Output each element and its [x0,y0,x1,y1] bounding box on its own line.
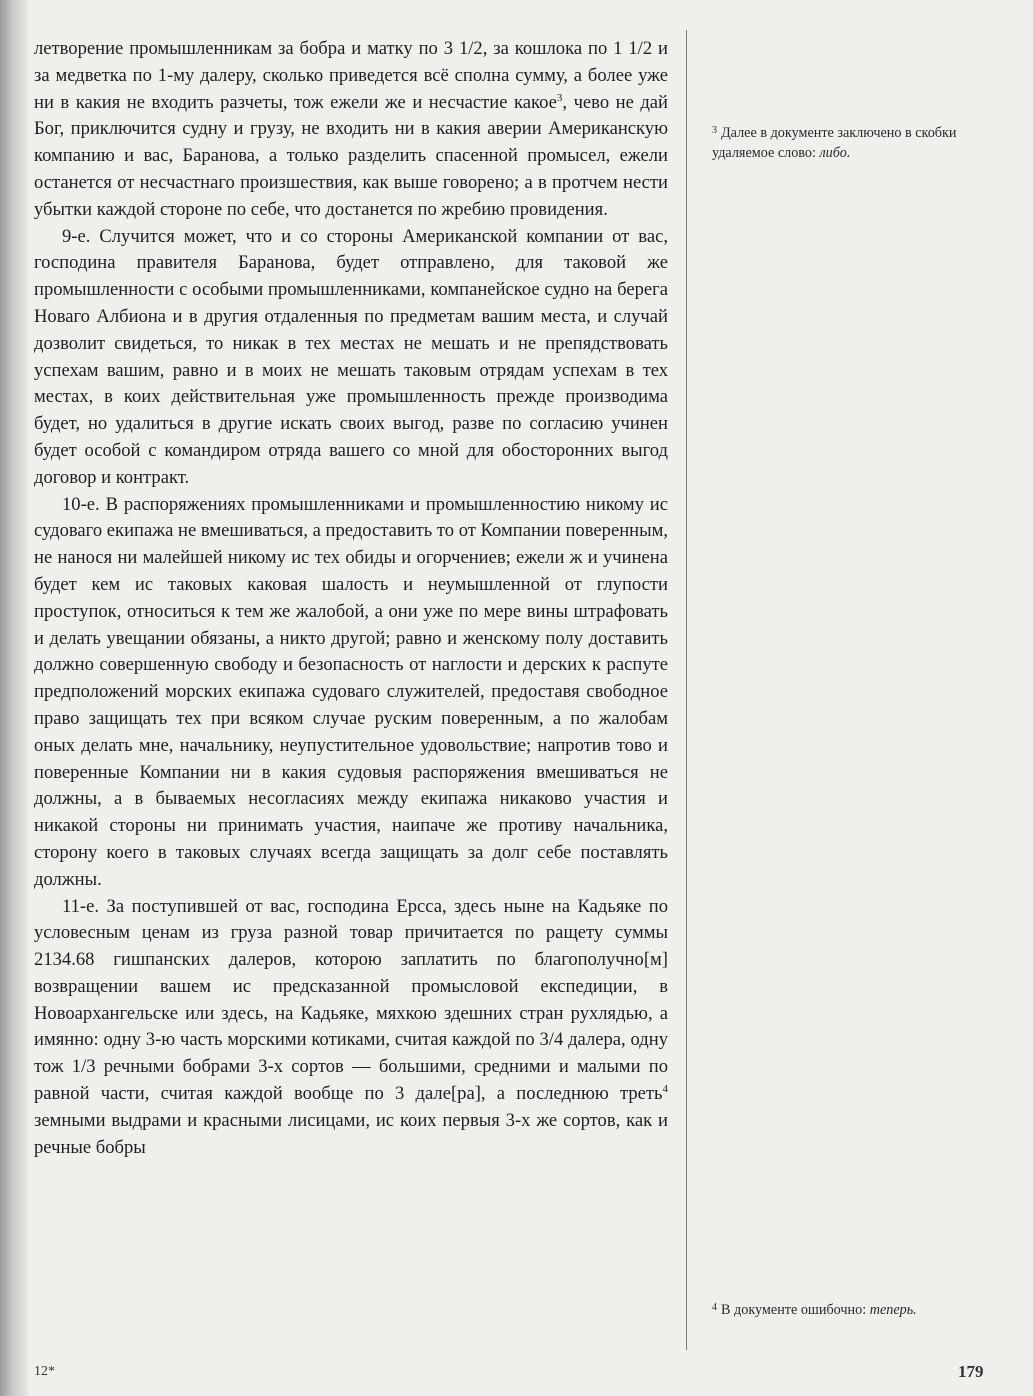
paragraph-p2 [34,224,668,492]
fraction: 1/2 [458,38,483,59]
footnote-3 [712,121,1002,163]
footnote-4 [712,1298,1002,1320]
paragraph-p1 [34,36,668,224]
page-number: 179 [958,1362,984,1381]
text-run: 9-е. Случится может, что и со стороны Американской компании от вас, господина правителя Баранова, будет отправлено, для таковой же промышленности с особыми промышленниками, компанейское судно на берега Новаго Албиона и в другия отдаленныя по предметам вашим места, и случай дозволит свидеться, то никак в тех местах не мешать и не препядствовать успехам вашим, равно и в моих не мешать таковым отрядам успехам в тех местах, в коих действительная уже промышленность прежде производима будет, но удалиться в другие искать своих выгод, разве по согласию учинен будет особой с командиром отряда вашего со мной для обосторонних выгод договор и контракт. [34,225,668,488]
fraction: 1/2 [628,38,653,59]
paragraph-p4 [34,894,668,1162]
text-run: , за кошлока по 1 [482,38,629,59]
footnote-4-text: В документе ошибочно: [721,1302,870,1318]
paragraph-p3 [34,492,668,894]
text-run: и за медветка по 1-му далеру, сколько приведется всё сполна сумму, а более уже ни в какия не входить разчеты, тож ежели же и несчастие какое [34,38,668,113]
fraction: 3/4 [539,1029,564,1051]
book-spine-shadow [0,0,28,1396]
text-run: земными выдрами и красными лисицами, ис коих первыя 3-х же сортов, как и речные бобры [34,1109,668,1158]
footnote-3-text: Далее в документе заключено в скобки удаляемое слово: [712,125,957,161]
text-run: 10-е. В распоряжениях промышленниками и промышленностию никому ис судоваго екипажа не вмешиваться, а предоставить то от Компании поверенным, не нанося ни малейшей никому ис тех обиды и огорчениев; ежели ж и учинена будет кем ис таковых каковая шалость и неумышленной от глупости проступок, относиться к тем же жалобой, а они уже по мере вины штрафовать и делать увещании обязаны, а никто другой; равно и женскому полу доставить должно совершенную свободу и безопасность от наглости и дерских к распуте предположений морских екипажа судоваго служителей, предоставя свободное право защищать тех при всяком случае руским поверенным, а по жалобам оных делать мне, начальнику, неупустительное удовольствие; напротив тово и поверенные Компании ни в какия судовыя распоряжения вмешиваться не должны, а в бываемых несогласиях между екипажа никаково участия и никакой стороны ни принимать участия, наипаче же противу начальника, сторону коего в таковых случаях всегда защищать за долг себе поставлять должны. [34,493,668,890]
fraction: 1/3 [71,1056,96,1078]
footnote-4-mark: 4 [712,1302,717,1313]
footnote-ref: 4 [662,1083,668,1096]
text-run: летворение промышленникам за бобра и матку по 3 [34,38,459,59]
text-run: 11-е. За поступившей от вас, господина Ерсса, здесь ныне на Кадьяке по условесным ценам из груза разной товар причитается по ращету суммы 2134.68 гишпанских далеров, которою заплатить по благополучно[м] возвращении вашем ис предсказанной промысловой експедиции, в Новоархангельске или здесь, на Кадьяке, мяхкою здешних стран рухлядью, а имянно: одну 3-ю часть морскими котиками, считая каждой по [34,895,668,1051]
footnote-4-italic: теперь. [869,1302,917,1318]
footnote-3-mark: 3 [712,125,717,136]
signature-mark: 12* [34,1364,55,1379]
footnote-ref: 3 [556,91,563,104]
footnote-3-italic: либо. [819,145,851,161]
main-text-column [34,36,668,1161]
column-divider [686,30,687,1350]
text-run: речными бобрами 3-х сортов — большими, средними и малыми по равной части, считая каждой вообще по 3 дале[ра], а последнюю треть [34,1056,668,1105]
text-run: далера, одну тож [34,1029,669,1078]
text-run: , чево не дай Бог, приключится судну и грузу, не входить ни в какия аверии Американскую компанию и вас, Баранова, а только разделить спасенной промысел, ежели останется от несчастнаго произшествия, как выше говорено; а в протчем нести убытки каждой стороне по себе, что достанется по жребию провидения. [34,91,669,220]
